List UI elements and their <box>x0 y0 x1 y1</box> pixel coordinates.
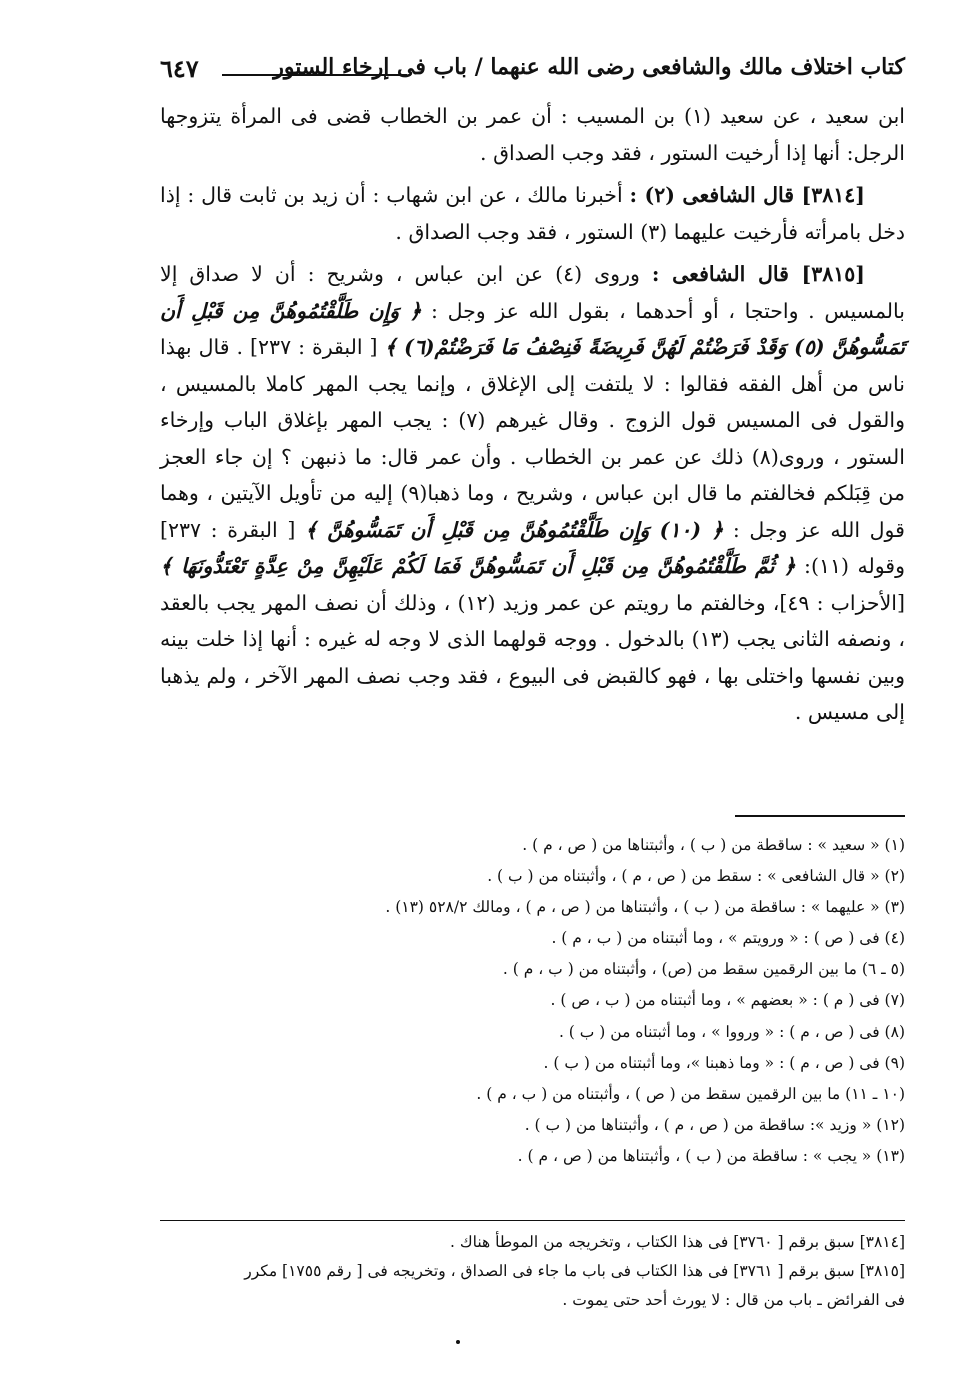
paragraph-lead: [٣٨١٤] قال الشافعى (٢) : <box>629 183 865 207</box>
footnote: (١٣) « يجب » : ساقطة من ( ب ) ، وأثبتناها من ( ص ، م ) . <box>517 1146 905 1165</box>
footnotes <box>160 830 905 1172</box>
footnote: (٤) فى ( ص ) : « ورويتم » ، وما أثبتناه من ( ب ، م ) . <box>551 929 905 948</box>
reference-line: [٣٨١٤] سبق برقم [ ٣٧٦٠] فى هذا الكتاب ، وتخريجه من الموطأ هناك . <box>449 1233 905 1251</box>
reference-3815 <box>160 1257 905 1315</box>
paragraph-text: [ البقرة : ٢٣٧] . قال بهذا ناس من أهل الفقه فقالوا : لا يلتفت إلى الإغلاق ، وإنما يجب المهر كاملا بالمسيس ، والقول فى المسيس قول الزوج . وقال غيرهم (٧) : يجب المهر بإغلاق الباب وإرخاء الستور ، وروى(٨) ذلك عن عمر بن الخطاب . وأن عمر قال: ما ذنبهن ؟ إن جاء العجز من قِبَلكم فخالفتم ما قال ابن عباس ، وشريح ، وما ذهبا(٩) إليه من تأويل الآيتين ، وهما قول الله عز وجل : <box>160 335 905 542</box>
paragraph-text: ابن سعيد ، عن سعيد (١) بن المسيب : أن عمر بن الخطاب قضى فى المرأة يتزوجها الرجل: أنها إذا أرخيت الستور ، فقد وجب الصداق . <box>160 104 905 165</box>
header-title: كتاب اختلاف مالك والشافعى رضى الله عنهما / باب فى إرخاء الستور <box>273 54 905 80</box>
paragraph-text: [الأحزاب : ٤٩]، وخالفتم ما رويتم عن عمر وزيد (١٢) ، وذلك أن نصف المهر يجب بالعقد ، ونصفه الثانى يجب (١٣) بالدخول . ووجه قولهما الذى لا وجه له غيره : أنها إذا خلت بينه وبين نفسها واختلى بها ، فهو كالقبض فى البيوع ، فقد وجب نصف المهر الآخر ، ولم يذهبا إلى مسيس . <box>160 590 905 724</box>
paragraph-1 <box>160 98 905 171</box>
running-header <box>160 50 905 90</box>
footnote: (١٠ ـ ١١) ما بين الرقمين سقط من ( ص ) ، وأثبتناه من ( ب ، م ) . <box>476 1084 905 1103</box>
references-separator <box>160 1220 905 1221</box>
footnote: (١٢) « وزيد »: ساقطة من ( ص ، م ) ، وأثبتناها من ( ب ) . <box>524 1115 905 1134</box>
paragraph-lead: [٣٨١٥] قال الشافعى : <box>651 262 865 286</box>
footnote: (٨) فى ( ص ، م ) : « ورووا » ، وما أثبتناه من ( ب ) . <box>558 1022 905 1041</box>
paragraph-text: [ البقرة : ٢٣٧] وقوله (١١): <box>160 517 905 578</box>
main-text <box>160 98 905 737</box>
footnote: (٢) « قال الشافعى » : سقط من ( ص ، م ) ، وأثبتناه من ( ب ) . <box>487 867 905 886</box>
quran-verse: ﴿ (١٠) وَإِن طَلَّقْتُمُوهُنَّ مِن قَبْلِ أَن تَمَسُّوهُنَّ ﴾ <box>305 517 724 542</box>
paragraph-text: وروى (٤) عن ابن عباس ، وشريح : أن لا صداق إلا بالمسيس . واحتجا ، أو أحدهما ، بقول الله عز وجل : <box>160 262 905 323</box>
footnote: (١) « سعيد » : ساقطة من ( ب ) ، وأثبتناها من ( ص ، م ) . <box>522 836 905 854</box>
footnote: (٣) « عليهما » : ساقطة من ( ب ) ، وأثبتناها من ( ص ، م ) ، ومالك ٥٢٨/٢ (١٣) . <box>385 898 905 917</box>
footnote: (٧) فى ( م ) : « بعضهم » ، وما أثبتناه من ( ب ، ص ) . <box>550 991 905 1010</box>
quran-verse: ﴿ وَإِن طَلَّقْتُمُوهُنَّ مِن قَبْلِ أَن تَمَسُّوهُنَّ (٥) وَقَدْ فَرَضْتُمْ لَهُنَّ فَرِيضَةً فَنِصْفُ مَا فَرَضْتُمْ(٦) ﴾ <box>160 298 905 359</box>
header-rule <box>222 74 407 76</box>
footnote-separator <box>735 815 905 817</box>
footnote: (٥ ـ ٦) ما بين الرقمين سقط من (ص) ، وأثبتناه من ( ب ، م ) . <box>502 960 905 979</box>
page-number: ٦٤٧ <box>160 54 199 83</box>
reference-line: [٣٨١٥] سبق برقم [ ٣٧٦١] فى هذا الكتاب فى باب ما جاء فى الصداق ، وتخريجه فى [ رقم ١٧٥٥] مكرر <box>244 1262 905 1280</box>
paragraph-text: أخبرنا مالك ، عن ابن شهاب : أن زيد بن ثابت قال : إذا دخل بامرأته فأرخيت عليهما (٣) الستور ، فقد وجب الصداق . <box>160 183 905 244</box>
paragraph-3814 <box>160 177 905 250</box>
reference-3814 <box>160 1228 905 1257</box>
paragraph-3815 <box>160 256 905 731</box>
cross-references <box>160 1228 905 1315</box>
quran-verse: ﴿ ثُمَّ طَلَّقْتُمُوهُنَّ مِن قَبْلِ أَن تَمَسُّوهُنَّ فَمَا لَكُمْ عَلَيْهِنَّ مِنْ عِدَّةٍ تَعْتَدُّونَهَا ﴾ <box>160 554 796 578</box>
page-dot <box>456 1340 460 1344</box>
book-page <box>160 40 905 1360</box>
reference-line: فى الفرائض ـ باب من قال : لا يورث أحد حتى يموت . <box>562 1291 905 1309</box>
footnote: (٩) فى ( ص ، م ) : « وما ذهبنا »، وما أثبتناه من ( ب ) . <box>543 1053 905 1072</box>
